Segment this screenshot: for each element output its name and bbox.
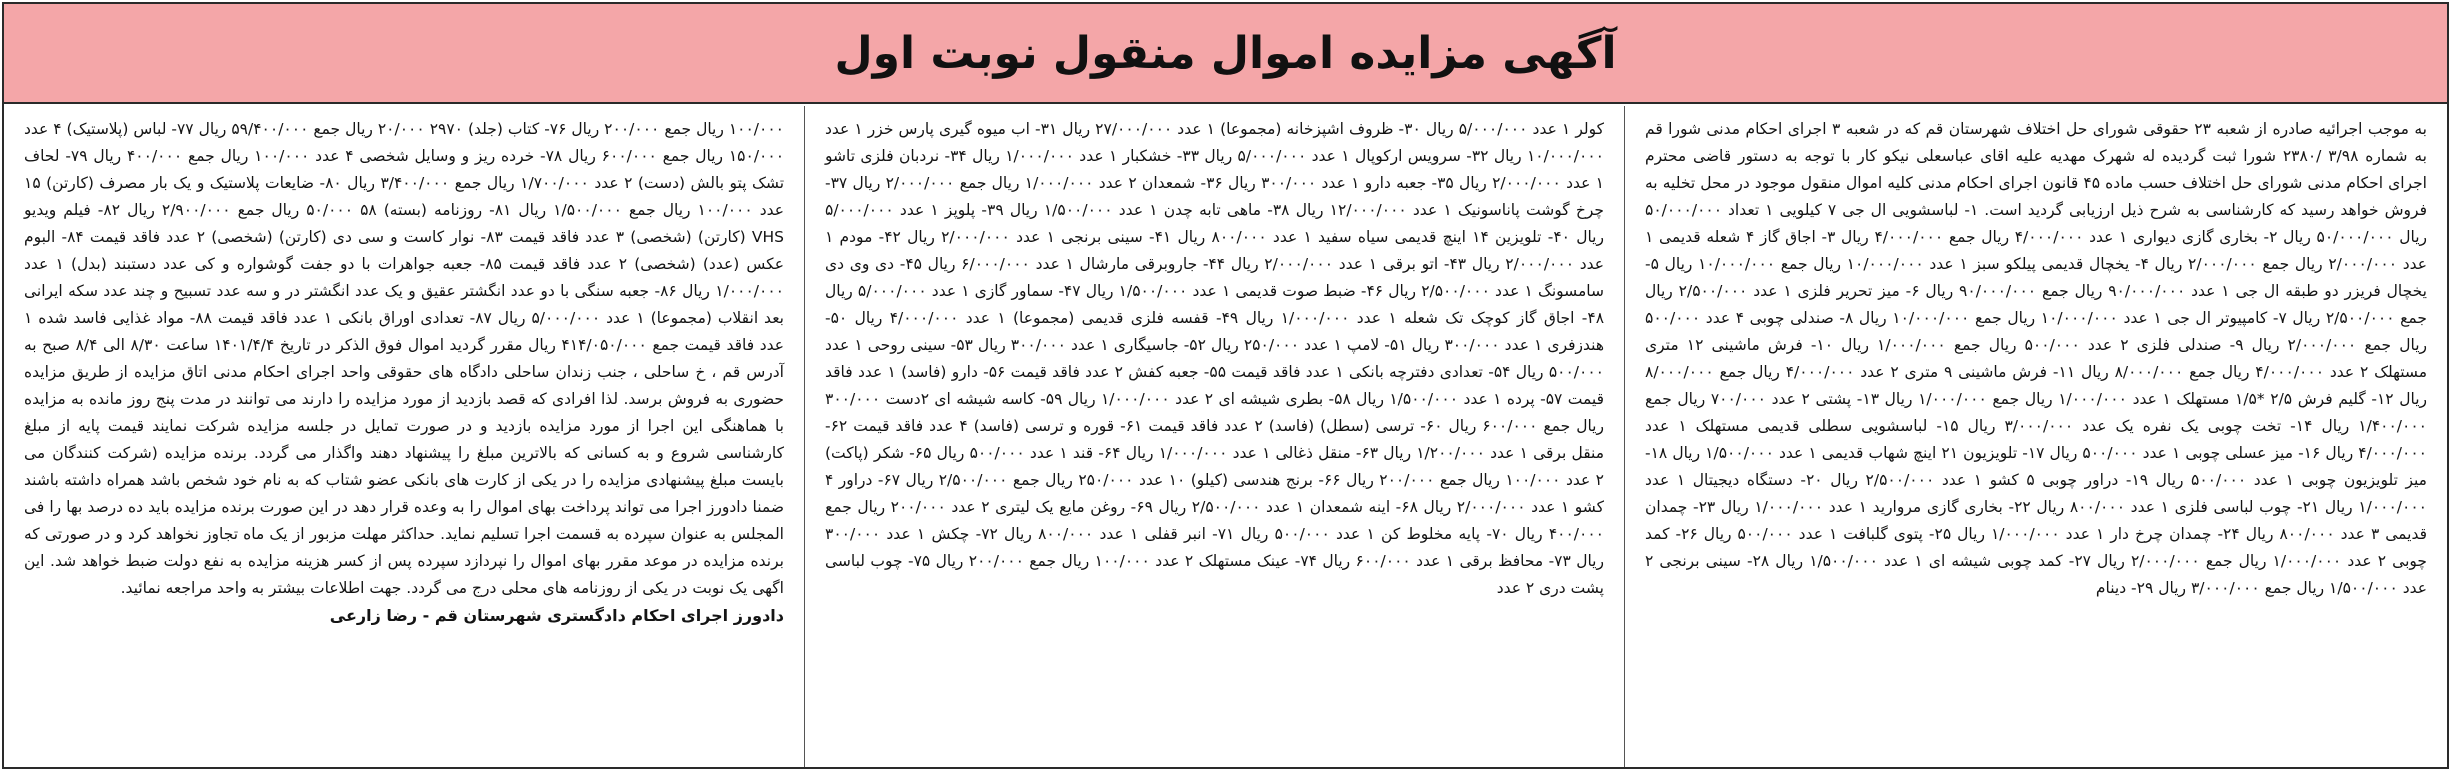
- notice-header: [4, 4, 2447, 104]
- column-left: [4, 106, 804, 767]
- notice-title: آگهی مزایده اموال منقول نوبت اول: [834, 27, 1617, 79]
- auction-notice: [2, 2, 2449, 769]
- signature: دادورز اجرای احکام دادگستری شهرستان قم - رضا زارعی: [329, 606, 784, 625]
- notice-body: [4, 106, 2447, 767]
- column-middle-text: کولر ۱ عدد ۵/۰۰۰/۰۰۰ ریال ۳۰- ظروف اشپزخانه (مجموعا) ۱ عدد ۲۷/۰۰۰/۰۰۰ ریال ۳۱- اب میوه گیری پارس خزر ۱ عدد ۱۰/۰۰۰/۰۰۰ ریال ۳۲- سرویس ارکوپال ۱ عدد ۵/۰۰۰/۰۰۰ ریال ۳۳- خشکبار ۱ عدد ۱/۰۰۰/۰۰۰ ریال ۳۴- نردبان فلزی تاشو ۱ عدد ۲/۰۰۰/۰۰۰ ریال ۳۵- جعبه دارو ۱ عدد ۳۰۰/۰۰۰ ریال ۳۶- شمعدان ۲ عدد ۱/۰۰۰/۰۰۰ ریال جمع ۲/۰۰۰/۰۰۰ ریال ۳۷- چرخ گوشت پاناسونیک ۱ عدد ۱۲/۰۰۰/۰۰۰ ریال ۳۸- ماهی تابه چدن ۱ عدد ۱/۵۰۰/۰۰۰ ریال ۳۹- پلوپز ۱ عدد ۵/۰۰۰/۰۰۰ ریال ۴۰- تلویزین ۱۴ اینچ قدیمی سیاه سفید ۱ عدد ۸۰۰/۰۰۰ ریال ۴۱- سینی برنجی ۱ عدد ۲/۰۰۰/۰۰۰ ریال ۴۲- مودم ۱ عدد ۲/۰۰۰/۰۰۰ ریال ۴۳- اتو برقی ۱ عدد ۲/۰۰۰/۰۰۰ ریال ۴۴- جاروبرقی مارشال ۱ عدد ۶/۰۰۰/۰۰۰ ریال ۴۵- دی وی دی سامسونگ ۱ عدد ۲/۵۰۰/۰۰۰ ریال ۴۶- ضبط صوت قدیمی ۱ عدد ۱/۵۰۰/۰۰۰ ریال ۴۷- سماور گازی ۱ عدد ۵/۰۰۰/۰۰۰ ریال ۴۸- اجاق گاز کوچک تک شعله ۱ عدد ۱/۰۰۰/۰۰۰ ریال ۴۹- قفسه فلزی قدیمی (مجموعا) ۱ عدد ۴/۰۰۰/۰۰۰ ریال ۵۰- هندزفری ۱ عدد ۳۰۰/۰۰۰ ریال ۵۱- لامپ ۱ عدد ۲۵۰/۰۰۰ ریال ۵۲- جاسیگاری ۱ عدد ۳۰۰/۰۰۰ ریال ۵۳- سینی روحی ۱ عدد ۵۰۰/۰۰۰ ریال ۵۴- تعدادی دفترچه بانکی ۱ عدد فاقد قیمت ۵۵- جعبه کفش ۲ عدد فاقد قیمت ۵۶- دارو (فاسد) ۱ عدد فاقد قیمت ۵۷- پرده ۱ عدد ۱/۵۰۰/۰۰۰ ریال ۵۸- بطری شیشه ای ۲ عدد ۱/۰۰۰/۰۰۰ ریال ۵۹- کاسه شیشه ای ۲دست ۳۰۰/۰۰۰ ریال جمع ۶۰۰/۰۰۰ ریال ۶۰- ترسی (سطل) (فاسد) ۲ عدد فاقد قیمت ۶۱- قوره و ترسی (فاسد) ۴ عدد فاقد قیمت ۶۲- منقل برقی ۱ عدد ۱/۲۰۰/۰۰۰ ریال ۶۳- منقل ذغالی ۱ عدد ۱/۰۰۰/۰۰۰ ریال ۶۴- قند ۱ عدد ۵۰۰/۰۰۰ ریال ۶۵- شکر (پاکت) ۲ عدد ۱۰۰/۰۰۰ ریال جمع ۲۰۰/۰۰۰ ریال ۶۶- برنج هندسی (کیلو) ۱۰ عدد ۲۵۰/۰۰۰ ریال جمع ۲/۵۰۰/۰۰۰ ریال ۶۷- دراور ۴ کشو ۱ عدد ۲/۰۰۰/۰۰۰ ریال ۶۸- اینه شمعدان ۱ عدد ۲/۵۰۰/۰۰۰ ریال ۶۹- روغن مایع یک لیتری ۲ عدد ۲۰۰/۰۰۰ ریال جمع ۴۰۰/۰۰۰ ریال ۷۰- پایه مخلوط کن ۱ عدد ۵۰۰/۰۰۰ ریال ۷۱- انبر قفلی ۱ عدد ۸۰۰/۰۰۰ ریال ۷۲- چکش ۱ عدد ۳۰۰/۰۰۰ ریال ۷۳- محافظ برقی ۱ عدد ۶۰۰/۰۰۰ ریال ۷۴- عینک مستهلک ۲ عدد ۱۰۰/۰۰۰ ریال جمع ۲۰۰/۰۰۰ ریال ۷۵- چوب لباسی پشت دری ۲ عدد: [825, 120, 1605, 597]
- column-middle: [804, 106, 1625, 767]
- column-right-text: به موجب اجرائیه صادره از شعبه ۲۳ حقوقی شورای حل اختلاف شهرستان قم که در شعبه ۳ اجرای احکام مدنی شورا قم به شماره ۳/۹۸ /۲۳۸۰ شورا ثبت گردیده له شهرک مهدیه علیه اقای عباسعلی نیکو کار با توجه به دستور قاضی محترم اجرای احکام مدنی شورای حل اختلاف حسب ماده ۴۵ قانون اجرای احکام مدنی کلیه اموال منقول موجود در محل تخلیه به فروش خواهد رسید که کارشناسی به شرح ذیل ارزیابی گردید است. ۱- لباسشویی ال جی ۷ کیلویی ۱ تعداد ۵۰/۰۰۰/۰۰۰ ریال ۵۰/۰۰۰/۰۰۰ ریال ۲- بخاری گازی دیواری ۱ عدد ۴/۰۰۰/۰۰۰ ریال جمع ۴/۰۰۰/۰۰۰ ریال ۳- اجاق گاز ۴ شعله قدیمی ۱ عدد ۲/۰۰۰/۰۰۰ ریال جمع ۲/۰۰۰/۰۰۰ ریال ۴- یخچال قدیمی پیلکو سبز ۱ عدد ۱۰/۰۰۰/۰۰۰ ریال جمع ۱۰/۰۰۰/۰۰۰ ریال ۵- یخچال فریزر دو طبقه ال جی ۱ عدد ۹۰/۰۰۰/۰۰۰ ریال جمع ۹۰/۰۰۰/۰۰۰ ریال ۶- میز تحریر فلزی ۱ عدد ۲/۵۰۰/۰۰۰ ریال جمع ۲/۵۰۰/۰۰۰ ریال ۷- کامپیوتر ال جی ۱ عدد ۱۰/۰۰۰/۰۰۰ ریال جمع ۱۰/۰۰۰/۰۰۰ ریال ۸- صندلی چوبی ۴ عدد ۵۰۰/۰۰۰ ریال جمع ۲/۰۰۰/۰۰۰ ریال ۹- صندلی فلزی ۲ عدد ۵۰۰/۰۰۰ ریال جمع ۱/۰۰۰/۰۰۰ ریال ۱۰- فرش ماشینی ۱۲ متری مستهلک ۲ عدد ۴/۰۰۰/۰۰۰ ریال جمع ۸/۰۰۰/۰۰۰ ریال ۱۱- فرش ماشینی ۹ متری ۲ عدد ۴/۰۰۰/۰۰۰ ریال جمع ۸/۰۰۰/۰۰۰ ریال ۱۲- گلیم فرش ۲/۵ *۱/۵ مستهلک ۱ عدد ۱/۰۰۰/۰۰۰ ریال جمع ۱/۰۰۰/۰۰۰ ریال ۱۳- پشتی ۲ عدد ۷۰۰/۰۰۰ ریال جمع ۱/۴۰۰/۰۰۰ ریال ۱۴- تخت چوبی یک نفره یک عدد ۳/۰۰۰/۰۰۰ ریال ۱۵- لباسشویی سطلی قدیمی مستهلک ۱ عدد ۴/۰۰۰/۰۰۰ ریال ۱۶- میز عسلی چوبی ۱ عدد ۵۰۰/۰۰۰ ریال ۱۷- تلویزیون ۲۱ اینچ شهاب قدیمی ۱ عدد ۱/۵۰۰/۰۰۰ ریال ۱۸- میز تلویزیون چوبی ۱ عدد ۵۰۰/۰۰۰ ریال ۱۹- دراور چوبی ۵ کشو ۱ عدد ۲/۵۰۰/۰۰۰ ریال ۲۰- دستگاه دیجیتال ۱ عدد ۱/۰۰۰/۰۰۰ ریال ۲۱- چوب لباسی فلزی ۱ عدد ۸۰۰/۰۰۰ ریال ۲۲- بخاری گازی مروارید ۱ عدد ۱/۰۰۰/۰۰۰ ریال ۲۳- چمدان قدیمی ۳ عدد ۸۰۰/۰۰۰ ریال ۲۴- چمدان چرخ دار ۱ عدد ۱/۰۰۰/۰۰۰ ریال ۲۵- پتوی گلبافت ۱ عدد ۵۰۰/۰۰۰ ریال ۲۶- کمد چوبی ۲ عدد ۱/۰۰۰/۰۰۰ ریال جمع ۲/۰۰۰/۰۰۰ ریال ۲۷- کمد چوبی شیشه ای ۱ عدد ۱/۵۰۰/۰۰۰ ریال ۲۸- سینی برنجی ۲ عدد ۱/۵۰۰/۰۰۰ ریال جمع ۳/۰۰۰/۰۰۰ ریال ۲۹- دینام: [1645, 120, 2428, 597]
- column-right: [1625, 106, 2447, 767]
- column-left-text: ۱۰۰/۰۰۰ ریال جمع ۲۰۰/۰۰۰ ریال ۷۶- کتاب (جلد) ۲۹۷۰ ۲۰/۰۰۰ ریال جمع ۵۹/۴۰۰/۰۰۰ ریال ۷۷- لباس (پلاستیک) ۴ عدد ۱۵۰/۰۰۰ ریال جمع ۶۰۰/۰۰۰ ریال ۷۸- خرده ریز و وسایل شخصی ۴ عدد ۱۰۰/۰۰۰ ریال جمع ۴۰۰/۰۰۰ ریال ۷۹- لحاف تشک پتو بالش (دست) ۲ عدد ۱/۷۰۰/۰۰۰ ریال جمع ۳/۴۰۰/۰۰۰ ریال ۸۰- ضایعات پلاستیک و یک بار مصرف (کارتن) ۱۵ عدد ۱۰۰/۰۰۰ ریال جمع ۱/۵۰۰/۰۰۰ ریال ۸۱- روزنامه (بسته) ۵۸ ۵۰/۰۰۰ ریال جمع ۲/۹۰۰/۰۰۰ ریال ۸۲- فیلم ویدیو VHS (کارتن) (شخصی) ۳ عدد فاقد قیمت ۸۳- نوار کاست و سی دی (کارتن) (شخصی) ۲ عدد فاقد قیمت ۸۴- البوم عکس (عدد) (شخصی) ۲ عدد فاقد قیمت ۸۵- جعبه جواهرات با دو جفت گوشواره و کی عدد دستبند (بدل) ۱ عدد ۱/۰۰۰/۰۰۰ ریال ۸۶- جعبه سنگی با دو عدد انگشتر عقیق و یک عدد انگشتر در و سه عدد تسبیح و چند عدد سکه ایرانی بعد انقلاب (مجموعا) ۱ عدد ۵/۰۰۰/۰۰۰ ریال ۸۷- تعدادی اوراق بانکی ۱ عدد فاقد قیمت ۸۸- مواد غذایی فاسد شده ۱ عدد فاقد قیمت جمع ۴۱۴/۰۵۰/۰۰۰ ریال مقرر گردید اموال فوق الذکر در تاریخ ۱۴۰۱/۴/۴ ساعت ۸/۳۰ الی ۸/۴ صبح به آدرس قم ، خ ساحلی ، جنب زندان ساحلی دادگاه های حقوقی واحد اجرای احکام مدنی اتاق مزایده از طریق مزایده حضوری به فروش برسد. لذا افرادی که قصد بازدید از مورد مزایده را دارند می توانند در مدت پنج روز مانده به مزایده با هماهنگی این اجرا از مورد مزایده بازدید و در صورت تمایل در جلسه مزایده شرکت نمایند قیمت پایه از مبلغ کارشناسی شروع و به کسانی که بالاترین مبلغ را پیشنهاد دهند واگذار می گردد. برنده مزایده (شرکت کنندگان می بایست مبلغ پیشنهادی مزایده را در یکی از کارت های بانکی عضو شتاب که به نام خود شخص باشد همراه داشته باشند ضمنا دادورز اجرا می تواند پرداخت بهای اموال را به وعده قرار دهد در این صورت برنده مزایده باید ده درصد بها را فی المجلس به عنوان سپرده به قسمت اجرا تسلیم نماید. حداکثر مهلت مزبور از یک ماه تجاوز نخواهد کرد و در صورتی که برنده مزایده در موعد مقرر بهای اموال را نپردازد سپرده پس از کسر هزینه مزایده به نفع دولت ضبط خواهد شد. این اگهی یک نوبت در یکی از روزنامه های محلی درج می گردد. جهت اطلاعات بیشتر به واحد مراجعه نمائید.: [24, 120, 785, 597]
